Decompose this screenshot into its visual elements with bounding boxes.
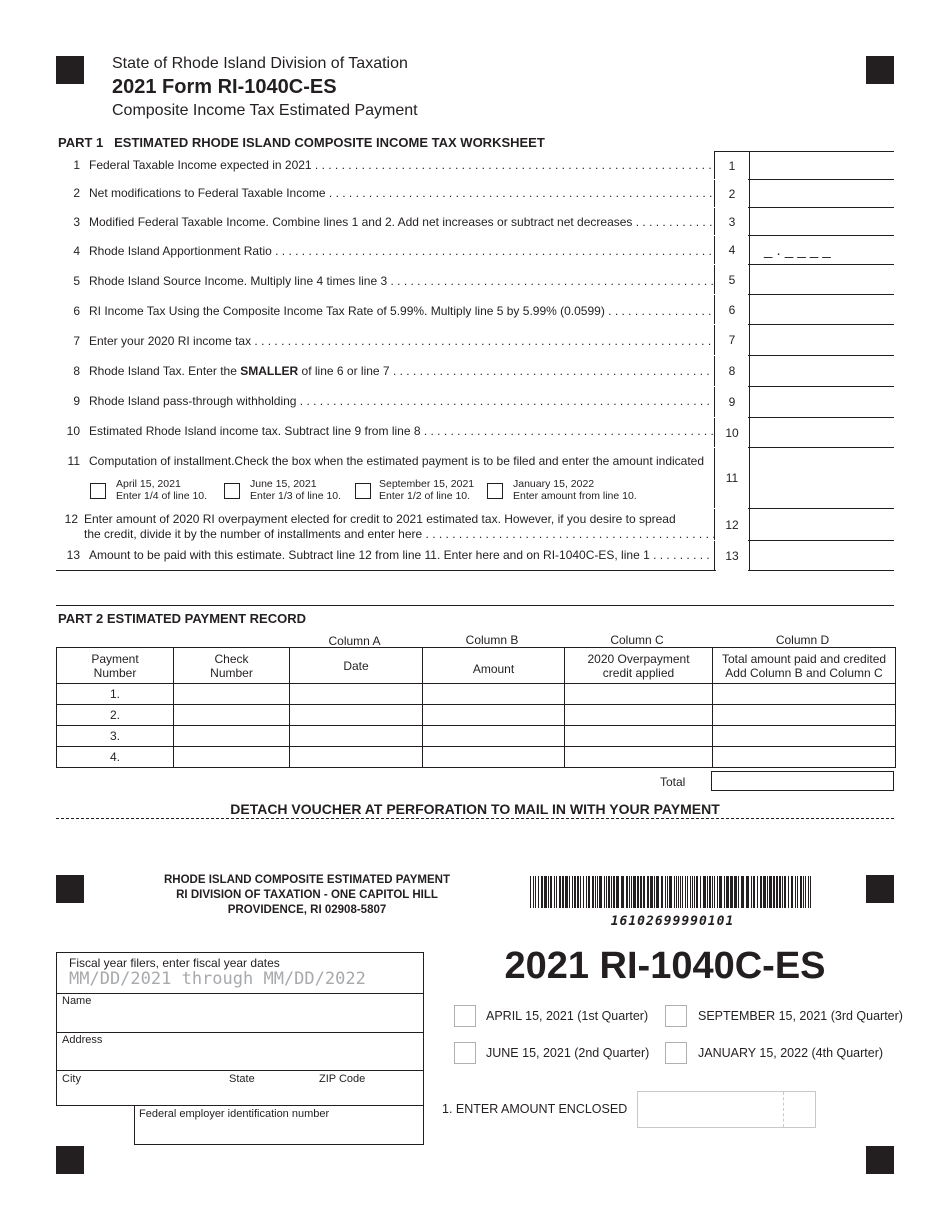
line7-amount-field[interactable] bbox=[748, 325, 894, 356]
quarter2-label: JUNE 15, 2021 (2nd Quarter) bbox=[486, 1046, 650, 1060]
line-box-number: 3 bbox=[714, 208, 750, 235]
barcode-bar bbox=[734, 876, 737, 908]
barcode-bar bbox=[572, 876, 573, 908]
worksheet-line: 6 RI Income Tax Using the Composite Income Tax Rate of 5.99%. Multiply line 5 by 5.99% (0.0599) . . . bbox=[58, 304, 714, 318]
barcode-bar bbox=[712, 876, 713, 908]
city-label: City bbox=[62, 1073, 81, 1085]
barcode-bar bbox=[779, 876, 781, 908]
barcode-bar bbox=[808, 876, 809, 908]
column-letter: Column A bbox=[328, 634, 381, 648]
line3-amount-field[interactable] bbox=[748, 208, 894, 236]
installment-label: June 15, 2021 Enter 1/3 of line 10. bbox=[250, 478, 342, 502]
line-box-number: 2 bbox=[714, 180, 750, 207]
check-number-cell[interactable] bbox=[174, 726, 290, 747]
date-cell[interactable] bbox=[290, 705, 423, 726]
line10-amount-field[interactable] bbox=[748, 418, 894, 448]
agency-name: State of Rhode Island Division of Taxation bbox=[112, 55, 408, 72]
line-box-number: 12 bbox=[714, 509, 750, 540]
barcode-bar bbox=[611, 876, 612, 908]
barcode-bar bbox=[788, 876, 789, 908]
barcode-bar bbox=[577, 876, 579, 908]
barcode-bar bbox=[707, 876, 708, 908]
line6-amount-field[interactable] bbox=[748, 295, 894, 325]
check-number-cell[interactable] bbox=[174, 684, 290, 705]
overpayment-cell[interactable] bbox=[565, 726, 713, 747]
barcode-bar bbox=[741, 876, 744, 908]
barcode-bar bbox=[696, 876, 698, 908]
fiscal-year-label: Fiscal year filers, enter fiscal year dates bbox=[69, 956, 280, 970]
barcode-bar bbox=[797, 876, 798, 908]
total-cell[interactable] bbox=[713, 705, 896, 726]
barcode-bar bbox=[803, 876, 804, 908]
line2-amount-field[interactable] bbox=[748, 180, 894, 208]
line13-amount-field[interactable] bbox=[748, 541, 894, 571]
payment-record-table bbox=[56, 647, 896, 768]
line8-amount-field[interactable] bbox=[748, 356, 894, 387]
fiscal-year-placeholder: MM/DD/2021 through MM/DD/2022 bbox=[69, 969, 366, 989]
barcode-bar bbox=[682, 876, 683, 908]
barcode-bar bbox=[665, 876, 666, 908]
amount-cell[interactable] bbox=[423, 726, 565, 747]
line1-amount-field[interactable] bbox=[748, 152, 894, 180]
barcode-bar bbox=[606, 876, 607, 908]
registration-mark bbox=[866, 56, 894, 84]
date-cell[interactable] bbox=[290, 747, 423, 768]
header-total: Total amount paid and credited Add Column B and Column C bbox=[713, 648, 896, 684]
total-label: Total bbox=[660, 775, 686, 789]
worksheet-line: 2 Net modifications to Federal Taxable Income . . . bbox=[58, 186, 714, 200]
quarter3-label: SEPTEMBER 15, 2021 (3rd Quarter) bbox=[698, 1009, 903, 1023]
line9-amount-field[interactable] bbox=[748, 387, 894, 418]
barcode-bar bbox=[597, 876, 598, 908]
barcode bbox=[530, 876, 815, 908]
barcode-bar bbox=[550, 876, 552, 908]
name-field[interactable] bbox=[56, 993, 424, 1033]
registration-mark bbox=[866, 1146, 894, 1174]
barcode-bar bbox=[538, 876, 539, 908]
barcode-bar bbox=[726, 876, 729, 908]
barcode-bar bbox=[556, 876, 557, 908]
registration-mark bbox=[56, 1146, 84, 1174]
table-row bbox=[57, 726, 896, 747]
fein-field[interactable] bbox=[134, 1105, 424, 1145]
barcode-bar bbox=[717, 876, 718, 908]
line-box-number: 11 bbox=[714, 448, 750, 508]
line-box-number: 8 bbox=[714, 356, 750, 386]
barcode-bar bbox=[661, 876, 663, 908]
installment-label: September 15, 2021 Enter 1/2 of line 10. bbox=[379, 478, 475, 502]
barcode-bar bbox=[757, 876, 758, 908]
barcode-bar bbox=[588, 876, 590, 908]
installment-label: January 15, 2022 Enter amount from line 10. bbox=[513, 478, 637, 502]
barcode-bar bbox=[599, 876, 602, 908]
header-amount: Amount bbox=[423, 648, 565, 684]
table-row bbox=[57, 747, 896, 768]
amount-enclosed-field[interactable] bbox=[637, 1091, 816, 1128]
table-row bbox=[57, 705, 896, 726]
barcode-bar bbox=[730, 876, 733, 908]
barcode-bar bbox=[647, 876, 649, 908]
ratio-placeholder: _ . _ _ _ _ bbox=[764, 242, 831, 259]
barcode-bar bbox=[753, 876, 755, 908]
overpayment-cell[interactable] bbox=[565, 684, 713, 705]
worksheet-line: 9 Rhode Island pass-through withholding . . . bbox=[58, 394, 714, 408]
barcode-bar bbox=[583, 876, 584, 908]
barcode-bar bbox=[676, 876, 677, 908]
barcode-bar bbox=[791, 876, 793, 908]
row-number: 4. bbox=[57, 747, 174, 768]
line-box-number: 13 bbox=[714, 541, 750, 570]
table-row bbox=[57, 684, 896, 705]
worksheet-line: 10 Estimated Rhode Island income tax. Subtract line 9 from line 8 . . . bbox=[58, 424, 714, 438]
barcode-bar bbox=[690, 876, 691, 908]
installment-checkbox[interactable] bbox=[487, 483, 503, 499]
column-letter: Column D bbox=[775, 633, 830, 647]
barcode-bar bbox=[654, 876, 655, 908]
barcode-bar bbox=[680, 876, 681, 908]
registration-mark bbox=[56, 56, 84, 84]
name-label: Name bbox=[62, 995, 92, 1007]
barcode-bar bbox=[656, 876, 659, 908]
line-box-number: 1 bbox=[714, 152, 750, 179]
worksheet-line-continued: the credit, divide it by the number of installments and enter here . . . bbox=[84, 527, 714, 541]
grand-total-field[interactable] bbox=[711, 771, 894, 791]
barcode-bar bbox=[776, 876, 778, 908]
barcode-bar bbox=[784, 876, 786, 908]
date-cell[interactable] bbox=[290, 726, 423, 747]
barcode-bar bbox=[541, 876, 543, 908]
barcode-bar bbox=[769, 876, 772, 908]
barcode-bar bbox=[760, 876, 762, 908]
barcode-bar bbox=[669, 876, 672, 908]
total-cell[interactable] bbox=[713, 684, 896, 705]
barcode-bar bbox=[703, 876, 706, 908]
state-label: State bbox=[229, 1073, 255, 1085]
row-number: 3. bbox=[57, 726, 174, 747]
barcode-bar bbox=[535, 876, 536, 908]
barcode-bar bbox=[533, 876, 534, 908]
barcode-bar bbox=[709, 876, 711, 908]
quarter2-checkbox[interactable] bbox=[454, 1042, 476, 1064]
line-box-number: 5 bbox=[714, 265, 750, 294]
quarter4-checkbox[interactable] bbox=[665, 1042, 687, 1064]
barcode-bar bbox=[719, 876, 722, 908]
barcode-bar bbox=[562, 876, 564, 908]
line12-amount-field[interactable] bbox=[748, 509, 894, 541]
barcode-bar bbox=[714, 876, 715, 908]
barcode-bar bbox=[569, 876, 570, 908]
barcode-bar bbox=[650, 876, 653, 908]
barcode-bar bbox=[631, 876, 632, 908]
barcode-bar bbox=[640, 876, 642, 908]
barcode-bar bbox=[580, 876, 581, 908]
quarter3-checkbox[interactable] bbox=[665, 1005, 687, 1027]
table-header-row bbox=[57, 648, 896, 684]
registration-mark bbox=[866, 875, 894, 903]
perforation-line bbox=[56, 818, 894, 819]
barcode-bar bbox=[548, 876, 549, 908]
barcode-bar bbox=[586, 876, 587, 908]
worksheet-line: 4 Rhode Island Apportionment Ratio . . . bbox=[58, 244, 714, 258]
check-number-cell[interactable] bbox=[174, 747, 290, 768]
barcode-bar bbox=[574, 876, 576, 908]
barcode-bar bbox=[773, 876, 775, 908]
quarter4-label: JANUARY 15, 2022 (4th Quarter) bbox=[698, 1046, 884, 1060]
fiscal-year-field[interactable] bbox=[56, 952, 424, 994]
mailing-address: RHODE ISLAND COMPOSITE ESTIMATED PAYMENT RI DIVISION OF TAXATION - ONE CAPITOL HILL PROVIDENCE, RI 02908-5807 bbox=[163, 874, 451, 916]
barcode-bar bbox=[751, 876, 752, 908]
barcode-bar bbox=[687, 876, 688, 908]
barcode-bar bbox=[592, 876, 594, 908]
amount-cell[interactable] bbox=[423, 705, 565, 726]
barcode-bar bbox=[805, 876, 806, 908]
check-number-cell[interactable] bbox=[174, 705, 290, 726]
barcode-bar bbox=[767, 876, 768, 908]
detach-instruction: DETACH VOUCHER AT PERFORATION TO MAIL IN WITH YOUR PAYMENT bbox=[230, 801, 720, 817]
line-box-number: 9 bbox=[714, 387, 750, 417]
line11-amount-field[interactable] bbox=[748, 448, 894, 509]
line-box-number: 4 bbox=[714, 236, 750, 264]
total-cell[interactable] bbox=[713, 747, 896, 768]
amount-cell[interactable] bbox=[423, 747, 565, 768]
line-box-number: 6 bbox=[714, 295, 750, 324]
barcode-bar bbox=[643, 876, 645, 908]
barcode-bar bbox=[685, 876, 686, 908]
total-cell[interactable] bbox=[713, 726, 896, 747]
barcode-bar bbox=[667, 876, 668, 908]
amount-cell[interactable] bbox=[423, 684, 565, 705]
barcode-bar bbox=[604, 876, 605, 908]
line4-ratio-field[interactable] bbox=[748, 236, 894, 265]
worksheet-line: 11 Computation of installment.Check the box when the estimated payment is to be filed and enter the amount indicated bbox=[67, 454, 705, 468]
header-overpayment: 2020 Overpayment credit applied bbox=[565, 648, 713, 684]
worksheet-line: 5 Rhode Island Source Income. Multiply line 4 times line 3 . . . bbox=[58, 274, 714, 288]
header-payment-number: Payment Number bbox=[57, 648, 174, 684]
row-number: 2. bbox=[57, 705, 174, 726]
overpayment-cell[interactable] bbox=[565, 747, 713, 768]
barcode-bar bbox=[763, 876, 766, 908]
registration-mark bbox=[56, 875, 84, 903]
barcode-bar bbox=[637, 876, 639, 908]
address-label: Address bbox=[62, 1034, 103, 1046]
barcode-bar bbox=[800, 876, 802, 908]
barcode-bar bbox=[810, 876, 811, 908]
barcode-bar bbox=[613, 876, 615, 908]
barcode-bar bbox=[782, 876, 783, 908]
barcode-bar bbox=[608, 876, 610, 908]
form-subtitle: Composite Income Tax Estimated Payment bbox=[112, 102, 418, 119]
barcode-bar bbox=[565, 876, 568, 908]
barcode-bar bbox=[700, 876, 701, 908]
worksheet-line: 1 Federal Taxable Income expected in 2021 . . . bbox=[58, 158, 714, 172]
barcode-bar bbox=[633, 876, 636, 908]
header-date: Date bbox=[290, 648, 423, 684]
worksheet-line: 8 Rhode Island Tax. Enter the SMALLER of line 6 or line 7 . . . bbox=[58, 364, 714, 378]
worksheet-line: 13 Amount to be paid with this estimate. Subtract line 12 from line 11. Enter here and on RI-1040C-ES, line 1 . . . bbox=[58, 548, 714, 562]
worksheet-line: 3 Modified Federal Taxable Income. Combine lines 1 and 2. Add net increases or subtract net decreases . . . bbox=[58, 215, 714, 229]
line-box-number: 10 bbox=[714, 418, 750, 447]
installment-checkbox[interactable] bbox=[355, 483, 371, 499]
barcode-bar bbox=[554, 876, 555, 908]
part2-title: PART 2 ESTIMATED PAYMENT RECORD bbox=[58, 611, 306, 626]
barcode-bar bbox=[678, 876, 679, 908]
row-number: 1. bbox=[57, 684, 174, 705]
line-box-number: 7 bbox=[714, 325, 750, 355]
fein-label: Federal employer identification number bbox=[139, 1108, 330, 1120]
address-field[interactable] bbox=[56, 1032, 424, 1071]
column-letter: Column C bbox=[610, 633, 664, 647]
overpayment-cell[interactable] bbox=[565, 705, 713, 726]
part1-title: PART 1 ESTIMATED RHODE ISLAND COMPOSITE INCOME TAX WORKSHEET bbox=[58, 135, 545, 150]
barcode-bar bbox=[626, 876, 628, 908]
amount-enclosed-label: 1. ENTER AMOUNT ENCLOSED bbox=[442, 1102, 628, 1116]
barcode-bar bbox=[692, 876, 693, 908]
zip-label: ZIP Code bbox=[319, 1073, 366, 1085]
barcode-bar bbox=[559, 876, 561, 908]
form-title: 2021 Form RI-1040C-ES bbox=[112, 76, 337, 98]
date-cell[interactable] bbox=[290, 684, 423, 705]
barcode-bar bbox=[694, 876, 695, 908]
barcode-bar bbox=[724, 876, 725, 908]
barcode-bar bbox=[595, 876, 596, 908]
worksheet-line: 7 Enter your 2020 RI income tax . . . bbox=[58, 334, 714, 348]
header-check-number: Check Number bbox=[174, 648, 290, 684]
line5-amount-field[interactable] bbox=[748, 265, 894, 295]
barcode-bar bbox=[674, 876, 675, 908]
voucher-title: 2021 RI-1040C-ES bbox=[504, 945, 826, 987]
barcode-bar bbox=[530, 876, 531, 908]
barcode-bar bbox=[616, 876, 619, 908]
barcode-number: 16102699990101 bbox=[610, 914, 735, 929]
barcode-bar bbox=[621, 876, 624, 908]
quarter1-checkbox[interactable] bbox=[454, 1005, 476, 1027]
barcode-bar bbox=[746, 876, 749, 908]
column-letter: Column B bbox=[465, 633, 519, 647]
installment-label: April 15, 2021 Enter 1/4 of line 10. bbox=[116, 478, 208, 502]
barcode-bar bbox=[795, 876, 796, 908]
installment-checkbox[interactable] bbox=[90, 483, 106, 499]
worksheet-line: 12 Enter amount of 2020 RI overpayment elected for credit to 2021 estimated tax. However, if you desire to spread bbox=[64, 512, 676, 526]
installment-checkbox[interactable] bbox=[224, 483, 240, 499]
barcode-bar bbox=[629, 876, 630, 908]
city-state-zip-field[interactable] bbox=[56, 1070, 424, 1106]
quarter1-label: APRIL 15, 2021 (1st Quarter) bbox=[486, 1009, 649, 1023]
barcode-bar bbox=[738, 876, 739, 908]
barcode-bar bbox=[544, 876, 547, 908]
